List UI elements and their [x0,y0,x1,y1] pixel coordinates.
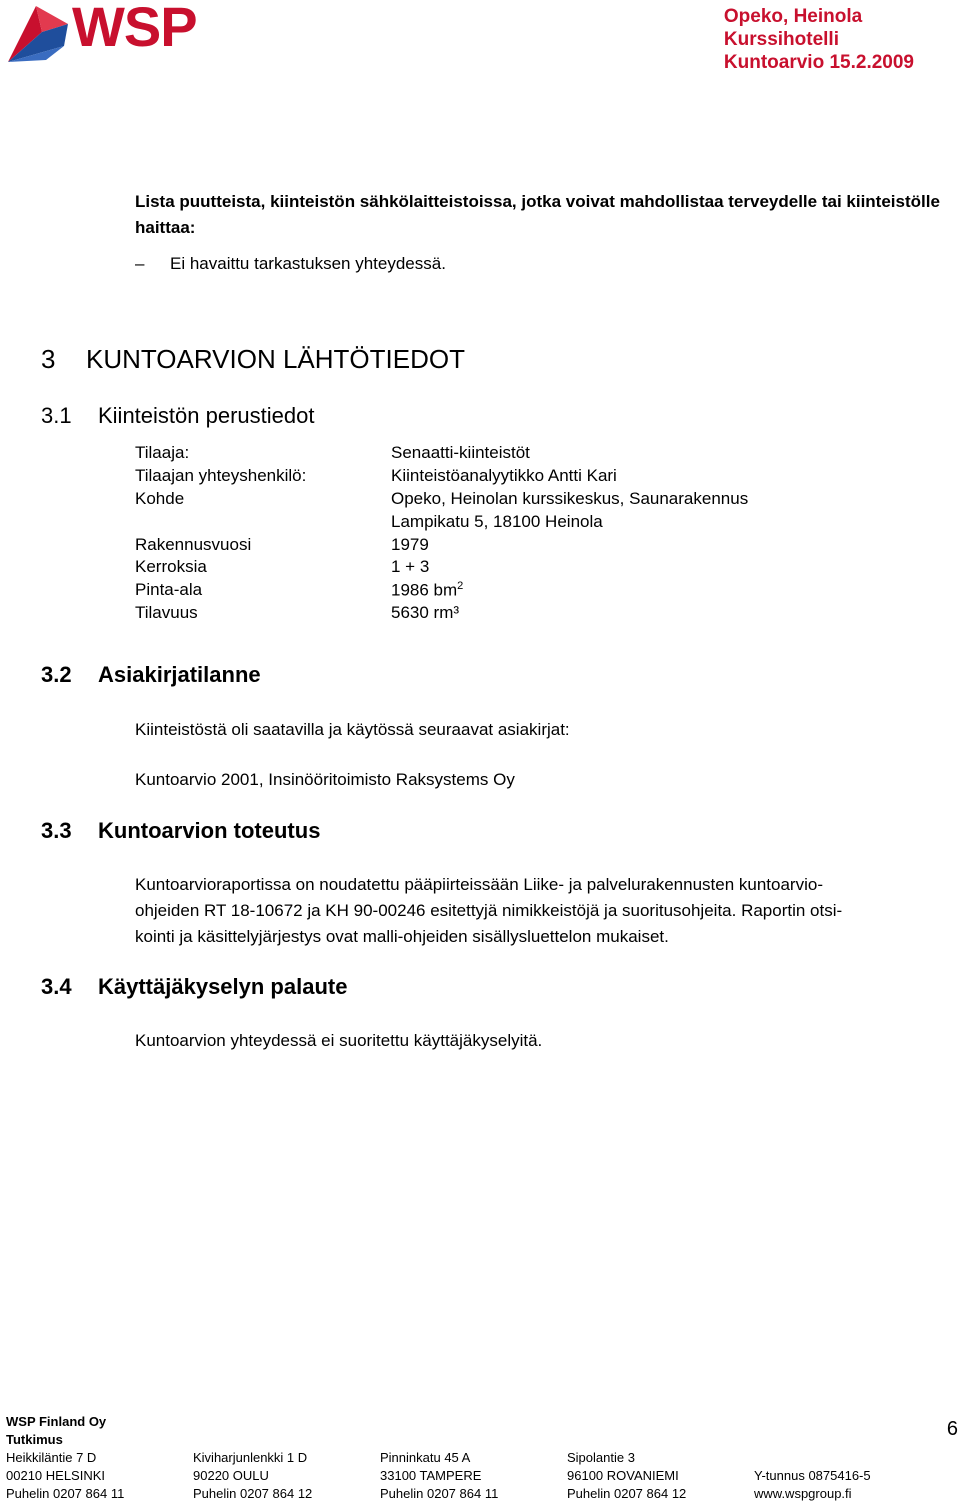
detail-value: Lampikatu 5, 18100 Heinola [391,512,603,531]
section-title: KUNTOARVION LÄHTÖTIEDOT [86,344,465,374]
dash-icon: – [135,254,145,273]
section-title: Asiakirjatilanne [98,662,261,687]
footer-dept: Tutkimus [6,1432,63,1447]
detail-label: Tilaaja: [135,443,190,462]
footer-column [754,1449,871,1503]
detail-label: Pinta-ala [135,580,203,599]
detail-label: Kohde [135,489,185,508]
section-number: 3.3 [41,818,72,843]
footer-line: Sipolantie 3 [567,1450,635,1465]
section-title: Kiinteistön perustiedot [98,403,315,428]
paragraph-line: ohjeiden RT 18-10672 ja KH 90-00246 esitettyjä nimikkeistöjä ja suoritusohjeita. Raportin otsi- [135,901,843,920]
paragraph-line: kointi ja käsittelyjärjestys ovat malli-ohjeiden sisällysluettelon mukaiset. [135,927,669,946]
detail-value: 1979 [391,535,429,554]
bullet-text: Ei havaittu tarkastuksen yhteydessä. [170,254,446,273]
detail-value: Opeko, Heinolan kurssikeskus, Saunarakennus [391,489,749,508]
detail-value: Senaatti-kiinteistöt [391,443,530,462]
section-heading-3-4 [41,974,347,1000]
section-number: 3.2 [41,662,72,687]
detail-value: Kiinteistöanalyytikko Antti Kari [391,466,617,485]
wsp-logo-mark-icon [6,2,70,64]
section-heading-3-2 [41,662,261,688]
section-number: 3.1 [41,403,72,428]
area-unit-sup: 2 [457,580,464,592]
footer-line: 33100 TAMPERE [380,1468,482,1483]
footer-line: Puhelin 0207 864 11 [6,1486,125,1501]
paragraph: Kiinteistöstä oli saatavilla ja käytössä seuraavat asiakirjat: [135,720,570,739]
footer-column [567,1449,686,1503]
paragraph: Kuntoarvio 2001, Insinööritoimisto Raksystems Oy [135,770,515,789]
footer-line: 96100 ROVANIEMI [567,1468,679,1483]
paragraph-line: Kuntoarvioraportissa on noudatettu pääpiirteissään Liike- ja palvelurakennusten kuntoarvio- [135,875,823,894]
header-line-3: Kuntoarvio 15.2.2009 [723,52,914,73]
footer-line: Kiviharjunlenkki 1 D [193,1450,308,1465]
section-title: Käyttäjäkyselyn palaute [98,974,348,999]
section-number: 3.4 [41,974,72,999]
section-heading-3-1 [41,403,314,429]
footer-column [6,1449,124,1503]
header-line-1: Opeko, Heinola [723,6,863,27]
footer-line: Puhelin 0207 864 12 [193,1486,313,1501]
detail-value: 1 + 3 [391,557,430,576]
intro-text: Lista puutteista, kiinteistön sähkölaitteistoissa, jotka voivat mahdollistaa terveydelle tai kiinteistölle haittaa: [135,192,940,237]
footer-line: Y-tunnus 0875416-5 [754,1468,871,1483]
bullet-item [135,254,446,274]
detail-label: Kerroksia [135,557,207,576]
section-heading-3-3 [41,818,320,844]
wsp-logo [6,2,206,64]
detail-value: 5630 rm³ [391,603,460,622]
paragraph: Kuntoarvion yhteydessä ei suoritettu käyttäjäkyselyitä. [135,1031,543,1050]
section-heading-3 [41,344,465,375]
footer-line [754,1449,871,1467]
footer-line: 00210 HELSINKI [6,1468,106,1483]
footer-line: Heikkiläntie 7 D [6,1450,97,1465]
detail-label: Tilavuus [135,603,198,622]
document-header [724,5,914,74]
footer-column [380,1449,498,1503]
footer-line: Pinninkatu 45 A [380,1450,471,1465]
detail-label: Rakennusvuosi [135,535,252,554]
footer-column [193,1449,312,1503]
footer-line: Puhelin 0207 864 12 [567,1486,687,1501]
area-value: 1986 bm [391,580,458,600]
footer-line: Puhelin 0207 864 11 [380,1486,499,1501]
wsp-logo-text: WSP [72,0,197,58]
page-number: 6 [946,1418,958,1440]
detail-value-area [391,580,463,601]
section-title: Kuntoarvion toteutus [98,818,321,843]
footer-line: 90220 OULU [193,1468,269,1483]
section-number: 3 [41,344,56,374]
detail-label: Tilaajan yhteyshenkilö: [135,466,307,485]
footer-line: www.wspgroup.fi [754,1486,852,1501]
footer-company: WSP Finland Oy [6,1414,107,1429]
header-line-2: Kurssihotelli [723,29,839,50]
